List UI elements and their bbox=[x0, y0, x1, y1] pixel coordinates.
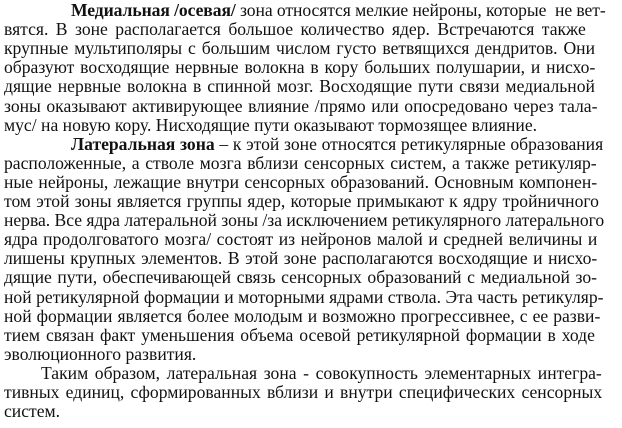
line-text: дящие нервные волокна в спинной мозг. Восходящие пути связи медиальной bbox=[4, 76, 595, 97]
text-line bbox=[4, 57, 604, 77]
text-line bbox=[41, 363, 604, 383]
line-text: крупные мультиполяры с большим числом густо ветвящихся дендритов. Они bbox=[4, 38, 596, 59]
line-text: – к этой зоне относятся ретикулярные образования bbox=[214, 133, 604, 154]
text-line bbox=[71, 0, 605, 20]
text-line bbox=[4, 96, 604, 116]
term-bold: Медиальная /осевая/ bbox=[71, 0, 236, 20]
text-line bbox=[4, 76, 604, 96]
text-line bbox=[71, 134, 605, 154]
line-text: зоны оказывают активирующее влияние /прямо или опосредовано через тала- bbox=[4, 95, 598, 116]
line-text: вятся. В зоне располагается большое количество ядер. Встречаются также bbox=[4, 19, 586, 40]
text-line bbox=[4, 191, 604, 211]
text-line bbox=[4, 172, 604, 192]
term-bold: Латеральная зона bbox=[71, 133, 215, 154]
text-line bbox=[4, 267, 604, 287]
line-text: систем. bbox=[4, 401, 61, 422]
text-line bbox=[4, 115, 537, 135]
line-text: тием связан факт уменьшения объема осевой ретикулярной формации в ходе bbox=[4, 324, 595, 345]
text-line bbox=[4, 38, 604, 58]
text-line bbox=[4, 382, 604, 402]
line-text: лишены крупных элементов. В этой зоне располагаются восходящие и нисхо- bbox=[4, 248, 598, 269]
line-text: зона относятся мелкие нейроны, которые не вет- bbox=[235, 0, 606, 20]
text-line bbox=[4, 344, 196, 364]
line-text: тивных единиц, сформированных вблизи и внутри специфических сенсорных bbox=[4, 382, 603, 402]
text-line bbox=[4, 325, 604, 345]
line-text: Таким образом, латеральная зона - совокупность элементарных интегра- bbox=[41, 362, 602, 383]
line-text: ной формации является более молодым и возможно прогрессивнее, с ее разви- bbox=[4, 305, 601, 326]
line-text: ной ретикулярной формации и моторными ядрами ствола. Эта часть ретикуляр- bbox=[4, 286, 604, 307]
line-text: образуют восходящие нервные волокна в кору больших полушарии, и нисхо- bbox=[4, 57, 596, 78]
line-text: ядра продолговатого мозга/ состоят из нейронов малой и средней величины и bbox=[4, 229, 598, 250]
text-line bbox=[4, 287, 604, 307]
text-line bbox=[4, 210, 604, 230]
text-line bbox=[4, 153, 604, 173]
text-line bbox=[4, 401, 60, 421]
text-line bbox=[4, 306, 604, 326]
line-text: эволюционного развития. bbox=[4, 343, 197, 364]
line-text: ные нейроны, лежащие внутри сенсорных образований. Основным компонен- bbox=[4, 171, 598, 192]
line-text: расположенные, а стволе мозга вблизи сенсорных систем, а также ретикуляр- bbox=[4, 152, 597, 173]
line-text: нерва. Все ядра латеральной зоны /за исключением ретикулярного латерального bbox=[4, 210, 605, 231]
text-line bbox=[4, 248, 604, 268]
line-text: том этой зоны является группы ядер, которые примыкают к ядру тройничного bbox=[4, 191, 599, 211]
text-line bbox=[4, 229, 604, 249]
text-line bbox=[4, 19, 604, 39]
line-text: дящие пути, обеспечивающей связь сенсорных образований с медиальной зо- bbox=[4, 267, 598, 288]
line-text: мус/ на новую кору. Нисходящие пути оказывают тормозящее влияние. bbox=[4, 114, 538, 135]
